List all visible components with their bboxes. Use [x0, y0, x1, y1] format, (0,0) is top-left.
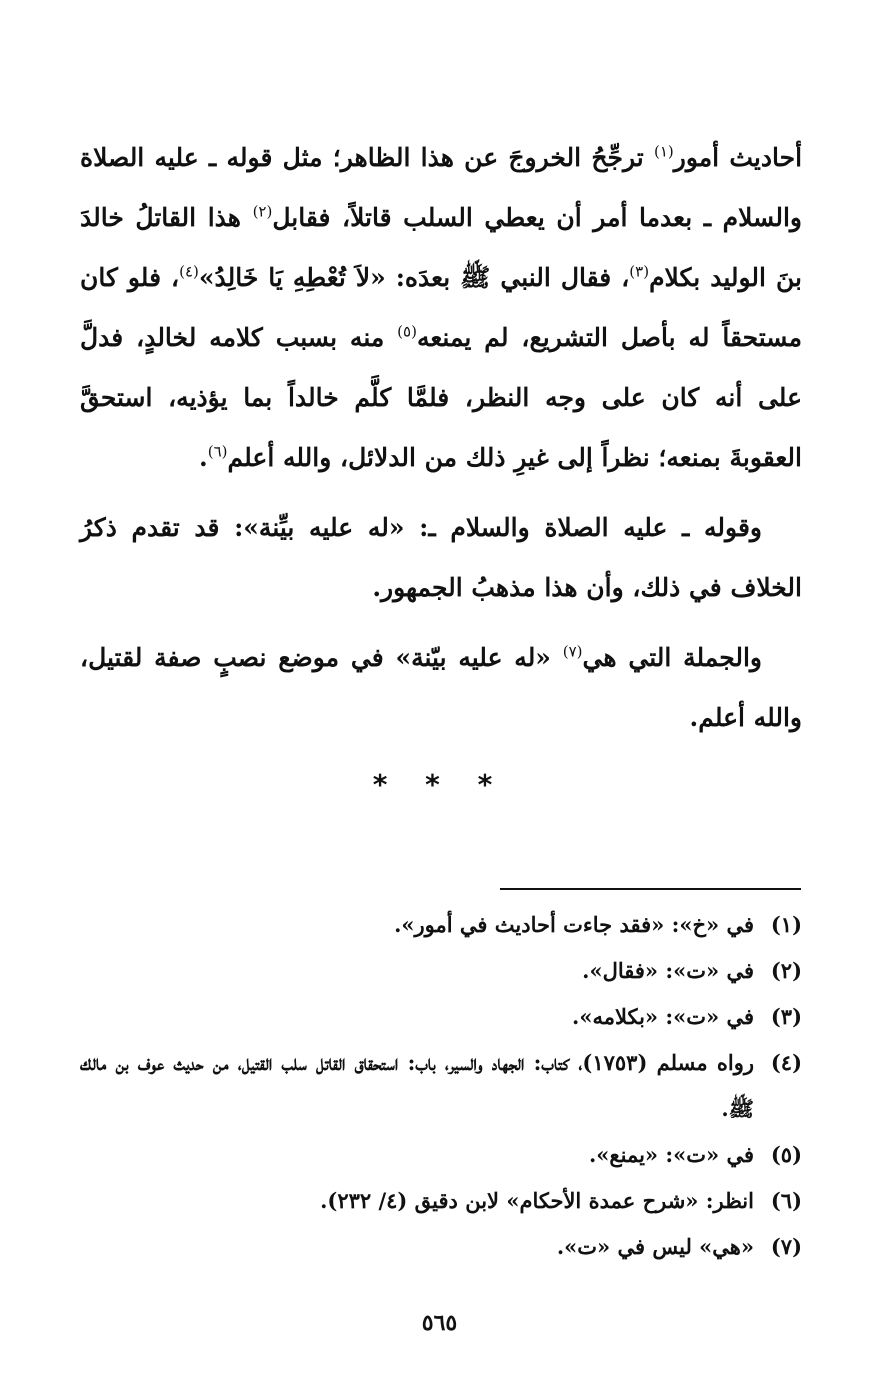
footnote-ref-4: (٤) — [179, 262, 199, 281]
footnote-text: في «ت»: «بكلامه». — [572, 1004, 754, 1029]
text-segment: «له عليه بيّنة» في موضع نصبٍ صفة لقتيل، والله أعلم. — [80, 643, 802, 732]
page-number: ٥٦٥ — [421, 1310, 458, 1336]
footnote-item — [80, 948, 802, 994]
footnote-ref-2: (٢) — [252, 202, 273, 221]
footnote-number: (١) — [770, 912, 802, 937]
paragraph-1 — [80, 128, 802, 488]
text-segment: ، فلو كان مستحقاً له بأصل التشريع، لم يمنعه — [80, 263, 802, 352]
footnote-number: (٢) — [770, 958, 802, 983]
footnote-item — [80, 1132, 802, 1178]
text-segment: منه بسبب كلامه لخالدٍ، فدلَّ على أنه كان على وجه النظر، فلمَّا كلَّم خالداً بما يؤذيه، استحقَّ العقوبةَ بمنعه؛ نظراً إلى غيرِ ذلك من الدلائل، والله أعلم — [80, 323, 802, 472]
footnote-item — [80, 994, 802, 1040]
text-segment: . — [199, 443, 208, 472]
footnote-text: انظر: «شرح عمدة الأحكام» لابن دقيق (٤/ ٢٣٢). — [320, 1188, 754, 1213]
footnote-ref-1: (١) — [653, 142, 674, 161]
footnote-text: في «ت»: «فقال». — [582, 958, 754, 983]
text-segment: أحاديث أمور — [673, 143, 803, 172]
footnote-divider — [500, 888, 801, 890]
footnote-text: في «ت»: «يمنع». — [589, 1142, 754, 1167]
footnote-text: رواه مسلم (١٧٥٣)، كتاب: الجهاد والسير، باب: استحقاق القاتل سلب القتيل، من حديث عوف بن مالك ﷺ. — [80, 1050, 754, 1121]
footnotes-list — [80, 902, 802, 1270]
text-segment: والجملة التي هي — [582, 643, 763, 672]
text-segment: وقوله ـ عليه الصلاة والسلام ـ: «له عليه بيِّنة»: قد تقدم ذكرُ الخلاف في ذلك، وأن هذا مذهبُ الجمهور. — [80, 513, 802, 602]
footnote-number: (٧) — [770, 1234, 802, 1259]
footnote-text: «هي» ليس في «ت». — [556, 1234, 754, 1259]
footnote-ref-7: (٧) — [562, 642, 583, 661]
footnote-number: (٥) — [770, 1142, 802, 1167]
footnote-number: (٤) — [770, 1050, 802, 1075]
footnote-item — [80, 902, 802, 948]
text-segment: هذا القاتلُ خالدَ بنَ الوليد بكلام — [80, 203, 802, 292]
paragraph-2 — [80, 498, 802, 618]
main-text — [80, 128, 802, 758]
footnote-item — [80, 1178, 802, 1224]
footnote-item — [80, 1224, 802, 1270]
footnote-ref-6: (٦) — [207, 442, 228, 461]
footnote-ref-3: (٣) — [629, 262, 650, 281]
section-separator: * * * — [372, 768, 507, 801]
paragraph-3 — [80, 628, 802, 748]
footnote-number: (٦) — [770, 1188, 802, 1213]
footnote-number: (٣) — [770, 1004, 802, 1029]
footnote-item — [80, 1040, 802, 1132]
text-segment: ، فقال النبي ﷺ بعدَه: «لاَ تُعْطِهِ يَا خَالِدُ» — [198, 263, 630, 292]
footnote-ref-5: (٥) — [397, 322, 417, 341]
text-segment: ترجِّحُ الخروجَ عن هذا الظاهر؛ مثل قوله ـ عليه الصلاة والسلام ـ بعدما أمر أن يعطي السلب قاتلاً، فقابل — [80, 143, 802, 232]
footnote-text: في «خ»: «فقد جاءت أحاديث في أمور». — [394, 912, 754, 937]
